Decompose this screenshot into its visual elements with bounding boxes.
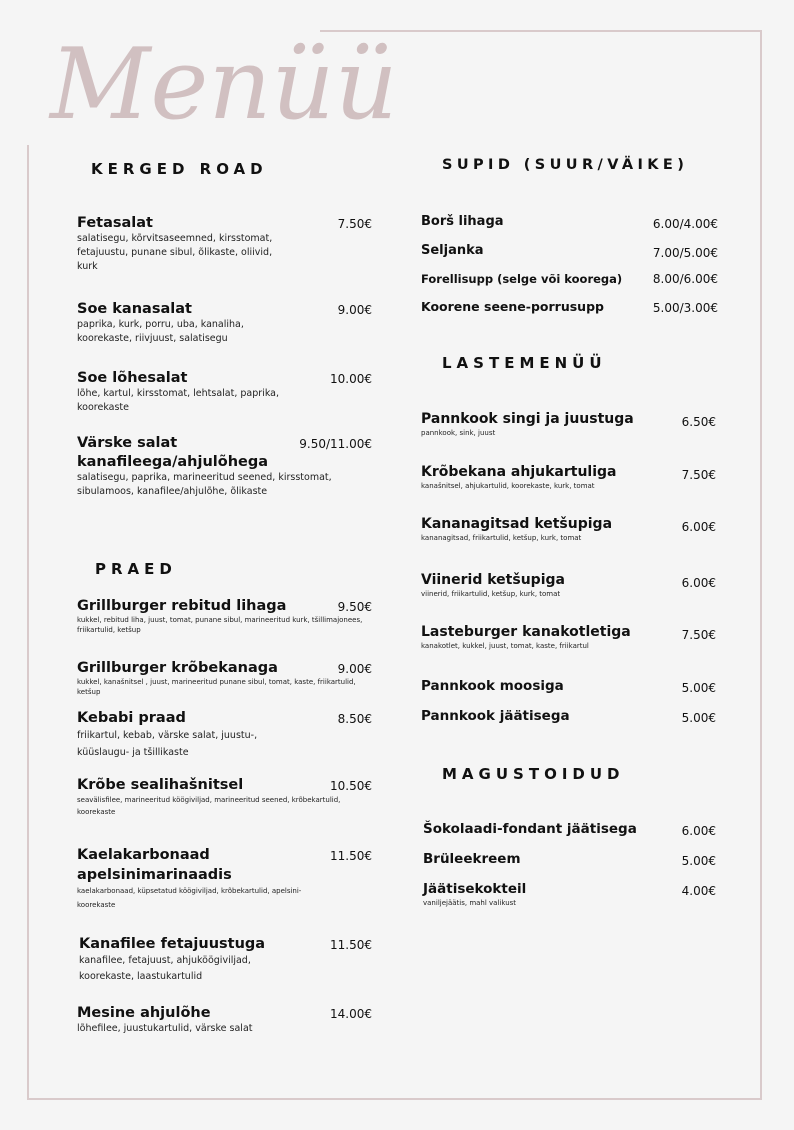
section-title-praed: PRAED	[95, 560, 177, 578]
item-price: 14.00€	[330, 1007, 372, 1021]
menu-item	[77, 777, 372, 818]
item-name: Grillburger rebitud lihaga	[77, 598, 287, 614]
item-desc: viinerid, friikartulid, ketšup, kurk, tomat	[421, 590, 561, 598]
item-desc: kanakotlet, kukkel, juust, tomat, kaste, friikartul	[421, 642, 589, 650]
logo-text: Menüü	[50, 28, 398, 142]
item-desc: kanafilee, fetajuust, ahjuköögiviljad, koorekaste, laastukartulid	[79, 955, 251, 982]
item-name: Pannkook moosiga	[421, 678, 564, 694]
item-price: 7.50€	[337, 217, 372, 231]
item-desc: kaelakarbonaad, küpsetatud köögiviljad, krõbekartulid, apelsini-koorekaste	[77, 887, 302, 909]
item-name: Forellisupp (selge või koorega)	[421, 272, 623, 286]
menu-item	[421, 214, 718, 230]
item-price: 5.00€	[681, 681, 716, 695]
menu-item	[421, 243, 718, 259]
item-desc: salatisegu, paprika, marineeritud seened, kirsstomat, sibulamoos, kanafilee/ahjulõhe, õlikaste	[77, 472, 332, 497]
menu-item	[77, 847, 372, 912]
item-price: 9.00€	[337, 662, 372, 676]
menu-item	[77, 660, 372, 697]
item-price: 9.00€	[337, 303, 372, 317]
item-price: 7.50€	[681, 468, 716, 482]
item-name: Seljanka	[421, 243, 484, 258]
item-price: 6.00€	[681, 824, 716, 838]
item-price: 9.50€	[337, 600, 372, 614]
section-title-supid: SUPID (SUUR/VÄIKE)	[442, 157, 689, 173]
item-name: Värske salat	[77, 435, 178, 451]
menu-item	[77, 301, 372, 346]
item-price: 6.00/4.00€	[652, 217, 718, 231]
item-name: Fetasalat	[77, 215, 153, 231]
menu-item	[79, 936, 372, 985]
item-name-line2: apelsinimarinaadis	[77, 867, 232, 883]
item-desc: seavälisfilee, marineeritud köögiviljad, marineeritud seened, krõbekartulid, koorekaste	[77, 796, 341, 816]
menu-item	[421, 271, 718, 287]
item-price: 11.50€	[330, 849, 372, 863]
menu-item	[421, 624, 716, 651]
item-name: Grillburger krõbekanaga	[77, 660, 278, 676]
item-name: Pannkook jäätisega	[421, 708, 570, 724]
item-name: Koorene seene-porrusupp	[421, 299, 604, 314]
menu-item	[421, 299, 718, 315]
item-desc: salatisegu, kõrvitsaseemned, kirsstomat, fetajuustu, punane sibul, õlikaste, oliivid, kurk	[77, 233, 273, 272]
item-name: Šokolaadi-fondant jäätisega	[423, 821, 637, 837]
item-name: Krõbe sealihašnitsel	[77, 777, 244, 793]
item-name-line2: kanafileega/ahjulõhega	[77, 454, 269, 470]
menu-item	[421, 516, 716, 543]
menu-logo	[50, 0, 398, 145]
item-price: 7.50€	[681, 628, 716, 642]
item-price: 4.00€	[681, 884, 716, 898]
item-price: 5.00€	[681, 711, 716, 725]
section-title-kerged-road: KERGED ROAD	[91, 160, 268, 178]
item-name: Soe kanasalat	[77, 301, 192, 317]
item-price: 11.50€	[330, 938, 372, 952]
item-desc: kukkel, rebitud liha, juust, tomat, punane sibul, marineeritud kurk, tšillimajonees, friikartulid, ketšup	[77, 616, 363, 634]
item-name: Soe lõhesalat	[77, 370, 188, 386]
item-name: Mesine ahjulõhe	[77, 1005, 211, 1021]
item-desc: pannkook, sink, juust	[421, 429, 496, 437]
menu-item	[77, 710, 372, 761]
menu-item	[421, 708, 716, 725]
item-price: 9.50/11.00€	[299, 437, 372, 451]
item-desc: paprika, kurk, porru, uba, kanaliha, koorekaste, riivjuust, salatisegu	[77, 319, 244, 344]
item-price: 10.00€	[330, 372, 372, 386]
item-name: Pannkook singi ja juustuga	[421, 411, 634, 427]
item-desc: kukkel, kanašnitsel , juust, marineeritud punane sibul, tomat, kaste, friikartulid, ketšup	[77, 678, 356, 696]
menu-item	[77, 370, 372, 415]
menu-item	[423, 881, 716, 908]
item-name: Lasteburger kanakotletiga	[421, 624, 631, 640]
item-price: 8.00/6.00€	[652, 272, 718, 286]
item-name: Kaelakarbonaad	[77, 847, 210, 863]
item-name: Jäätisekokteil	[423, 881, 527, 897]
item-name: Kananagitsad ketšupiga	[421, 516, 613, 532]
item-price: 6.50€	[681, 415, 716, 429]
menu-item	[423, 821, 716, 838]
menu-item	[423, 851, 716, 868]
item-name: Kebabi praad	[77, 710, 186, 726]
item-price: 5.00/3.00€	[652, 301, 718, 315]
item-price: 10.50€	[330, 779, 372, 793]
menu-item	[77, 435, 372, 499]
item-desc: vaniljejäätis, mahl valikust	[423, 899, 517, 907]
section-title-lastemenuu: LASTEMENÜÜ	[442, 354, 607, 372]
item-price: 6.00€	[681, 520, 716, 534]
menu-item	[77, 598, 372, 635]
item-name: Viinerid ketšupiga	[421, 572, 565, 588]
item-price: 5.00€	[681, 854, 716, 868]
menu-item	[77, 1005, 372, 1036]
menu-item	[421, 411, 716, 438]
menu-item	[421, 464, 716, 491]
item-price: 8.50€	[337, 712, 372, 726]
item-desc: kananagitsad, friikartulid, ketšup, kurk, tomat	[421, 534, 582, 542]
section-title-magustoidud: MAGUSTOIDUD	[442, 765, 625, 783]
item-name: Borš lihaga	[421, 214, 504, 229]
menu-item	[421, 572, 716, 599]
item-name: Kanafilee fetajuustuga	[79, 936, 266, 952]
item-desc: lõhe, kartul, kirsstomat, lehtsalat, paprika, koorekaste	[77, 388, 279, 413]
item-desc: kanašnitsel, ahjukartulid, koorekaste, kurk, tomat	[421, 482, 595, 490]
item-name: Krõbekana ahjukartuliga	[421, 464, 617, 480]
item-price: 7.00/5.00€	[652, 246, 718, 260]
menu-item	[421, 678, 716, 695]
item-desc: lõhefilee, juustukartulid, värske salat	[77, 1023, 253, 1034]
menu-item	[77, 215, 372, 274]
item-name: Brüleekreem	[423, 851, 521, 867]
item-desc: friikartul, kebab, värske salat, juustu-, küüslaugu- ja tšillikaste	[77, 730, 258, 758]
item-price: 6.00€	[681, 576, 716, 590]
